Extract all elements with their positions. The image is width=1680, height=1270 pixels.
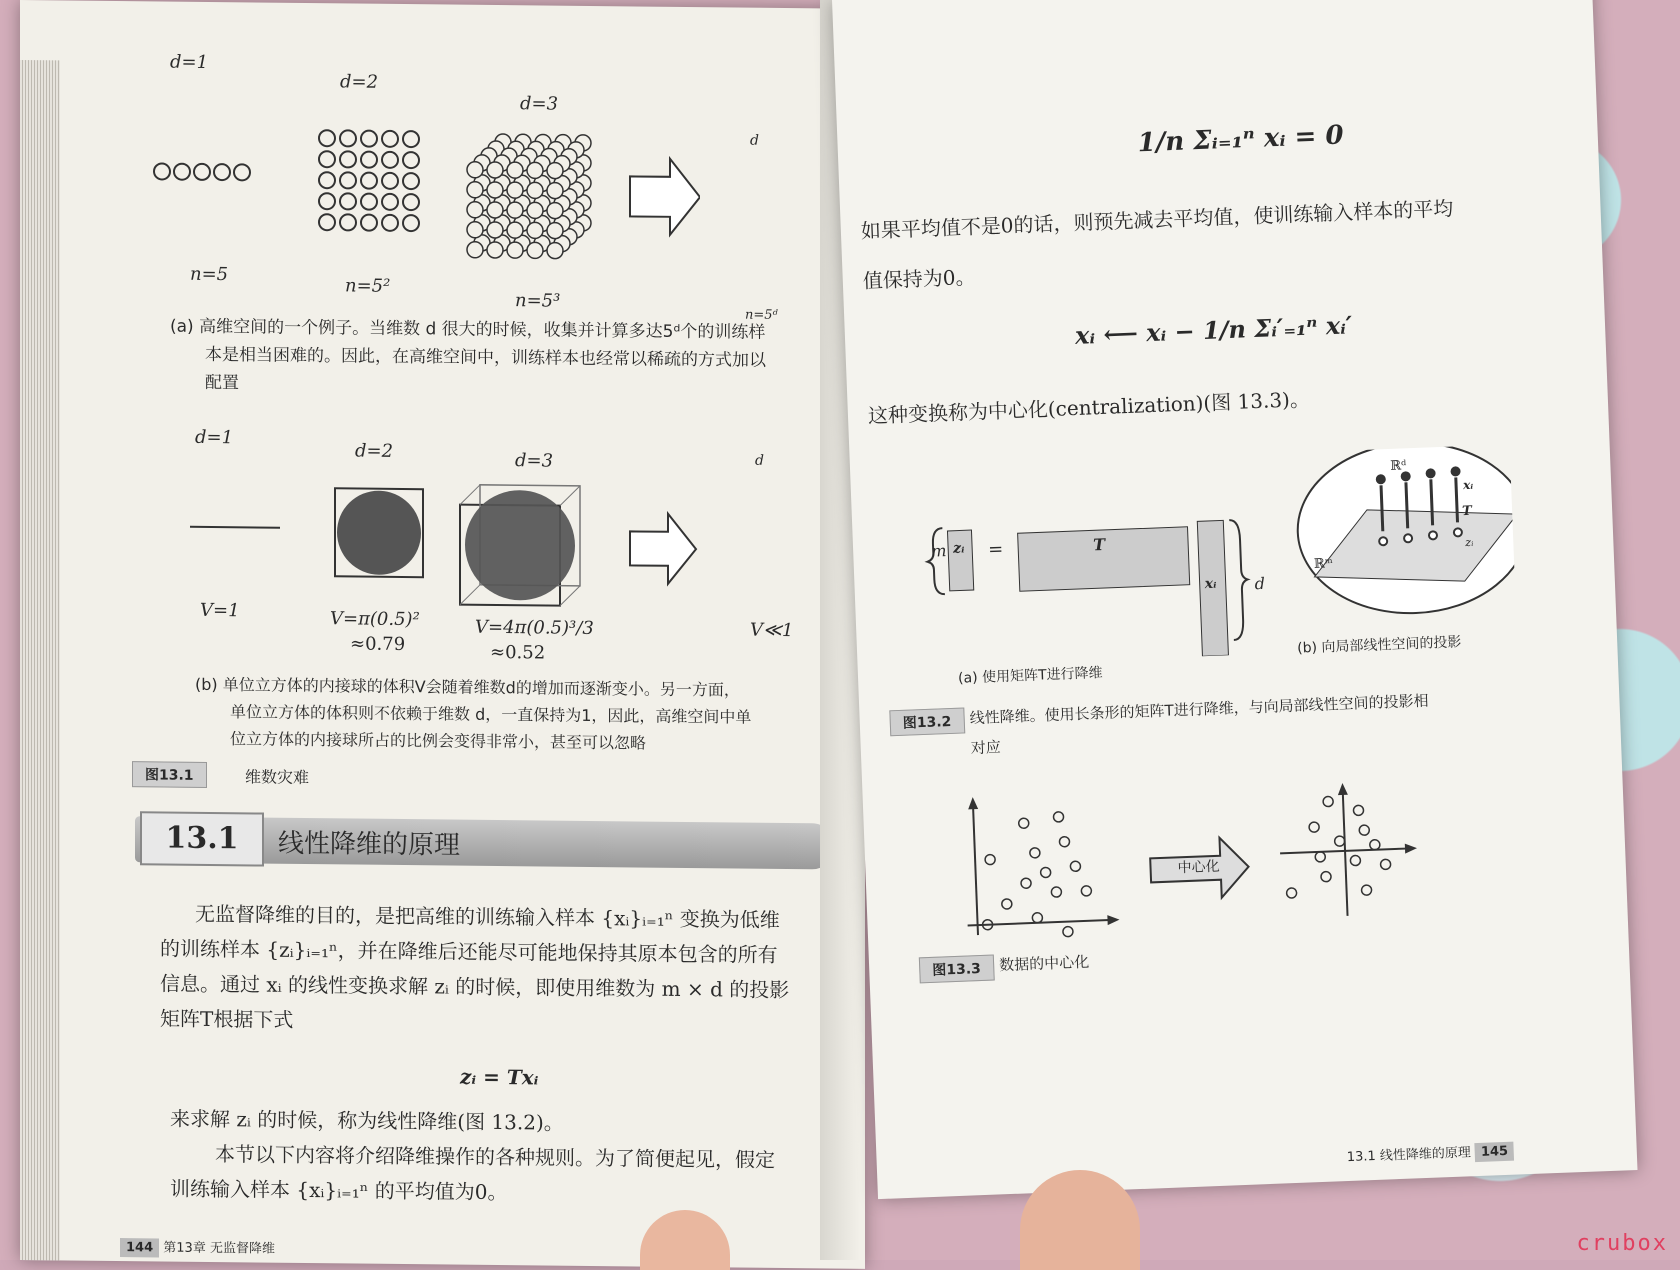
fig-a-lattice-diagram [140, 121, 700, 287]
fig-b-v3-label: V=4π(0.5)³/3 [475, 616, 594, 640]
footer-chapter: 第13章 无监督降维 [163, 1240, 275, 1257]
equation: zᵢ = Txᵢ [460, 1064, 539, 1090]
lattice-point [547, 183, 563, 199]
fig2-m-label: m [930, 541, 947, 561]
fig2-sub-b: (b) 向局部线性空间的投影 [1296, 634, 1462, 657]
fig-a-d-label: d [750, 132, 759, 149]
lattice-point [403, 131, 419, 147]
fig2-rd-label: ℝᵈ [1390, 458, 1407, 474]
lattice-point [487, 182, 503, 198]
right-page-number: 145 [1475, 1142, 1515, 1162]
fig2-t2-label: T [1461, 503, 1473, 520]
fig2-equals-label: = [987, 538, 1004, 561]
lattice-point [382, 173, 398, 189]
lattice-point [319, 151, 335, 167]
lattice-point [507, 222, 523, 238]
lattice-point [340, 130, 356, 146]
fig-b-d2-label: d=2 [355, 440, 394, 462]
section-title: 线性降维的原理 [278, 828, 461, 861]
fig-b-v1-label: V=1 [200, 599, 240, 622]
lattice-point [361, 215, 377, 231]
paragraph-1-line-4: 矩阵T根据下式 [160, 1006, 294, 1032]
figure-title: 维数灾难 [245, 767, 310, 788]
lattice-point [487, 202, 503, 218]
lattice-point [340, 214, 356, 230]
fig-a-d1-label: d=1 [170, 51, 209, 73]
fig-a-caption-3: 配置 [205, 372, 239, 394]
fig-b-v2-label: V=π(0.5)² [330, 608, 420, 631]
fig3-arrow-label: 中心化 [1177, 858, 1220, 877]
paragraph-3-line-1: 本节以下内容将介绍降维操作的各种规则。为了简便起见，假定 [215, 1142, 775, 1172]
lattice-point [361, 173, 377, 189]
equation-mean-zero: 1/n Σᵢ₌₁ⁿ xᵢ = 0 [1137, 120, 1345, 159]
footer-left [120, 1236, 275, 1257]
lattice-point [382, 194, 398, 210]
lattice-point [547, 223, 563, 239]
fig-a-n-label: n=5ᵈ [745, 307, 778, 323]
unit-line [190, 527, 280, 528]
lattice-point [467, 182, 483, 198]
arrow-right-icon [630, 513, 696, 584]
fig-a-caption-1: (a) 高维空间的一个例子。当维数 d 很大的时候，收集并计算多达5ᵈ个的训练样 [170, 316, 766, 343]
right-paragraph-1-line-1: 如果平均值不是0的话，则预先减去平均值，使训练输入样本的平均 [860, 196, 1454, 244]
paragraph-1-line-2: 的训练样本 {zᵢ}ᵢ₌₁ⁿ，并在降维后还能尽可能地保持其原本包含的所有 [160, 936, 778, 967]
lattice-point [507, 202, 523, 218]
paragraph-2: 来求解 zᵢ 的时候，称为线性降维(图 13.2)。 [170, 1106, 564, 1135]
fig2-x-label: xᵢ [1204, 575, 1217, 593]
lattice-point [507, 162, 523, 178]
right-page [832, 0, 1638, 1199]
fig2-sub-a: (a) 使用矩阵T进行降维 [957, 665, 1103, 687]
lattice-point [467, 162, 483, 178]
lattice-point [527, 182, 543, 198]
footer-right [1346, 1140, 1514, 1165]
equation-centralization: xᵢ ⟵ xᵢ − 1/n Σᵢ′₌₁ⁿ xᵢ′ [1074, 310, 1353, 350]
fig-b-caption-3: 位立方体的内接球所占的比例会变得非常小，甚至可以忽略 [230, 729, 647, 753]
fig-b-d-label: d [755, 452, 764, 469]
z-vector-box [947, 530, 973, 591]
paragraph-1-line-1: 无监督降维的目的，是把高维的训练输入样本 {xᵢ}ᵢ₌₁ⁿ 变换为低维 [195, 901, 780, 932]
fig-a-n2-label: n=5² [345, 275, 391, 297]
lattice-point [487, 222, 503, 238]
page-edges [20, 60, 60, 1260]
figure-tag: 图13.1 [132, 761, 207, 788]
fig-b-v3-approx: ≈0.52 [490, 641, 546, 664]
lattice-point [507, 242, 523, 258]
lattice-point [403, 173, 419, 189]
lattice-point [403, 215, 419, 231]
fig-b-caption-2: 单位立方体的体积则不依赖于维数 d，一直保持为1，因此，高维空间中单 [230, 702, 752, 727]
lattice-point [527, 162, 543, 178]
lattice-point [547, 243, 563, 259]
lattice-point [527, 242, 543, 258]
lattice-point [487, 162, 503, 178]
lattice-point [319, 130, 335, 146]
fig-b-caption-1: (b) 单位立方体的内接球的体积V会随着维数d的增加而逐渐变小。另一方面， [195, 674, 740, 700]
paragraph-3-line-2: 训练输入样本 {xᵢ}ᵢ₌₁ⁿ 的平均值为0。 [170, 1176, 508, 1205]
lattice-point [382, 152, 398, 168]
page-number: 144 [120, 1238, 159, 1257]
fig2-caption-2: 对应 [970, 738, 1002, 758]
fig2-t-label: T [1092, 534, 1106, 555]
unit-cube [460, 485, 580, 606]
section-number: 13.1 [140, 811, 264, 866]
fig3-title: 数据的中心化 [998, 952, 1090, 975]
fig-b-d3-label: d=3 [515, 450, 554, 472]
lattice-point [361, 194, 377, 210]
lattice-point [467, 222, 483, 238]
left-brace [926, 528, 945, 595]
fig2-z2-label: zᵢ [1465, 535, 1474, 550]
lattice-point [361, 152, 377, 168]
lattice-point [319, 172, 335, 188]
left-page [20, 0, 865, 1269]
lattice-point [527, 202, 543, 218]
lattice-point [340, 172, 356, 188]
fig2-tag: 图13.2 [889, 707, 964, 736]
inscribed-circle [337, 490, 421, 575]
watermark: crubox [1576, 1231, 1668, 1256]
right-paragraph-1-line-2: 值保持为0。 [862, 264, 976, 294]
fig-b-sphere-diagram [170, 472, 730, 618]
fig2-d-label: d [1254, 573, 1266, 594]
right-brace [1229, 520, 1250, 641]
lattice-point [340, 193, 356, 209]
lattice-point [403, 152, 419, 168]
lattice-point [467, 242, 483, 258]
fig-b-d1-label: d=1 [195, 426, 234, 449]
lattice-point [382, 215, 398, 231]
fig-a-n3-label: n=5³ [515, 290, 561, 312]
right-paragraph-2: 这种变换称为中心化(centralization)(图 13.3)。 [867, 386, 1311, 428]
fig-a-d2-label: d=2 [340, 71, 379, 93]
footer-section: 13.1 线性降维的原理 [1346, 1145, 1472, 1166]
lattice-point [403, 194, 419, 210]
lattice-point [467, 202, 483, 218]
fig-b-v2-approx: ≈0.79 [350, 633, 406, 656]
fig-b-v-label: V≪1 [750, 619, 794, 642]
fig2-caption-1: 线性降维。使用长条形的矩阵T进行降维，与向局部线性空间的投影相 [969, 691, 1429, 728]
lattice-point [547, 203, 563, 219]
lattice-point [547, 163, 563, 179]
fig-a-d3-label: d=3 [520, 93, 559, 115]
lattice-point [319, 193, 335, 209]
fig2-x2-label: xᵢ [1462, 477, 1474, 493]
lattice-point [527, 222, 543, 238]
fig2-z-label: zᵢ [952, 540, 965, 557]
fig-a-n1-label: n=5 [190, 263, 229, 286]
lattice-point [319, 214, 335, 230]
fig2-rm-label: ℝᵐ [1313, 556, 1334, 572]
fig-a-caption-2: 本是相当困难的。因此，在高维空间中，训练样本也经常以稀疏的方式加以 [205, 344, 766, 371]
lattice-point [340, 151, 356, 167]
lattice-point [507, 182, 523, 198]
arrow-right-icon [630, 158, 700, 235]
lattice-point [487, 242, 503, 258]
fig3-tag: 图13.3 [919, 955, 994, 984]
lattice-point [382, 131, 398, 147]
lattice-point [361, 131, 377, 147]
paragraph-1-line-3: 信息。通过 xᵢ 的线性变换求解 zᵢ 的时候，即使用维数为 m × d 的投影 [160, 971, 790, 1003]
